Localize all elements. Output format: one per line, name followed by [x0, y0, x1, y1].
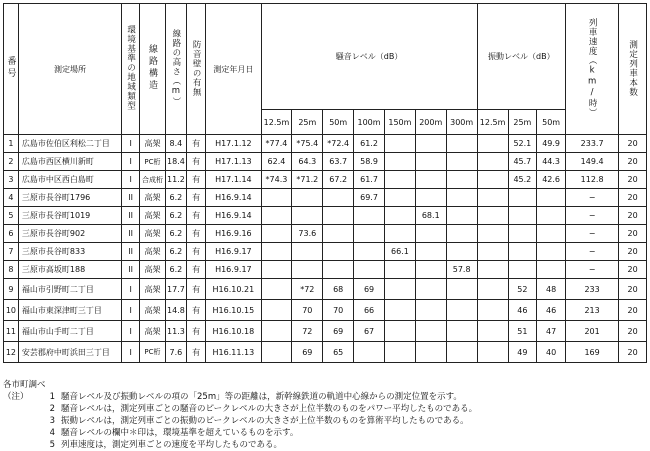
noise-value-cell [354, 225, 385, 243]
vibration-value-cell [508, 243, 537, 261]
count-cell: 20 [619, 342, 647, 363]
noise-value-cell: *77.4 [261, 135, 292, 153]
env-type-cell: II [122, 261, 140, 279]
vibration-value-cell [537, 261, 566, 279]
vibration-value-cell: 51 [508, 321, 537, 342]
header-vibration-level: 振動レベル（dB） [477, 4, 565, 110]
row-number: 8 [4, 261, 19, 279]
vibration-value-cell: 46 [537, 300, 566, 321]
noise-value-cell: 61.2 [354, 135, 385, 153]
noise-value-cell: 70 [323, 300, 354, 321]
noise-value-cell [261, 321, 292, 342]
count-cell: 20 [619, 153, 647, 171]
noise-value-cell: 68 [323, 279, 354, 300]
vibration-value-cell [477, 300, 508, 321]
count-cell: 20 [619, 300, 647, 321]
location-cell: 三原市長谷町1796 [18, 189, 121, 207]
barrier-cell: 有 [187, 189, 206, 207]
speed-cell: − [566, 207, 619, 225]
noise-value-cell [446, 279, 477, 300]
note-text: 振動レベルは，測定列車ごとの振動のピークレベルの大きさが上位半数のものを算術平均したものである。 [61, 416, 469, 426]
height-cell: 6.2 [165, 243, 186, 261]
note-text: 列車速度は，測定列車ごとの速度を平均したものである。 [61, 440, 283, 450]
noise-value-cell [384, 153, 415, 171]
vibration-value-cell [537, 243, 566, 261]
noise-value-cell [446, 321, 477, 342]
vibration-distance-header: 12.5m [477, 110, 508, 135]
noise-value-cell: 72 [292, 321, 323, 342]
header-train-speed: 列車速度（km/時） [566, 4, 619, 135]
header-barrier: 防音壁の有無 [187, 4, 206, 135]
noise-value-cell [446, 135, 477, 153]
noise-value-cell [415, 171, 446, 189]
noise-value-cell [384, 135, 415, 153]
vibration-value-cell [537, 225, 566, 243]
structure-cell: 高架 [140, 321, 166, 342]
barrier-cell: 有 [187, 171, 206, 189]
header-track-height: 線路の高さ（m） [165, 4, 186, 135]
location-cell: 広島市中区西白島町 [18, 171, 121, 189]
structure-cell: 高架 [140, 207, 166, 225]
structure-cell: 高架 [140, 225, 166, 243]
count-cell: 20 [619, 321, 647, 342]
structure-cell: PC桁 [140, 153, 166, 171]
speed-cell: 233.7 [566, 135, 619, 153]
row-number: 9 [4, 279, 19, 300]
noise-value-cell [292, 243, 323, 261]
noise-value-cell: 64.3 [292, 153, 323, 171]
noise-value-cell [354, 207, 385, 225]
vibration-value-cell: 47 [537, 321, 566, 342]
noise-value-cell [261, 342, 292, 363]
noise-value-cell [446, 342, 477, 363]
noise-value-cell [446, 243, 477, 261]
vibration-value-cell: 44.3 [537, 153, 566, 171]
noise-value-cell [261, 189, 292, 207]
speed-cell: 213 [566, 300, 619, 321]
noise-value-cell [415, 153, 446, 171]
noise-value-cell: *72.4 [323, 135, 354, 153]
noise-value-cell [384, 342, 415, 363]
note-text: 騒音レベルの欄中＊印は，環境基準を超えているものを示す。 [61, 428, 299, 438]
speed-cell: 233 [566, 279, 619, 300]
noise-value-cell [415, 135, 446, 153]
noise-value-cell [323, 261, 354, 279]
vibration-value-cell: 52 [508, 279, 537, 300]
barrier-cell: 有 [187, 300, 206, 321]
noise-value-cell: 65 [323, 342, 354, 363]
row-number: 7 [4, 243, 19, 261]
noise-value-cell [323, 225, 354, 243]
note-item [3, 439, 647, 451]
table-row [4, 243, 647, 261]
header-date: 測定年月日 [206, 4, 261, 135]
noise-value-cell: 73.6 [292, 225, 323, 243]
location-cell: 三原市長谷町1019 [18, 207, 121, 225]
vibration-value-cell [508, 189, 537, 207]
noise-value-cell: *72 [292, 279, 323, 300]
noise-value-cell [384, 171, 415, 189]
row-number: 1 [4, 135, 19, 153]
note-label [3, 415, 33, 427]
height-cell: 17.7 [165, 279, 186, 300]
date-cell: H16.10.15 [206, 300, 261, 321]
vibration-value-cell [477, 135, 508, 153]
header-noise-level: 騒音レベル（dB） [261, 4, 477, 110]
vibration-value-cell [477, 342, 508, 363]
barrier-cell: 有 [187, 279, 206, 300]
table-row [4, 189, 647, 207]
noise-value-cell: *71.2 [292, 171, 323, 189]
note-label: （注） [3, 392, 29, 402]
vibration-value-cell [477, 321, 508, 342]
height-cell: 7.6 [165, 342, 186, 363]
table-row [4, 135, 647, 153]
env-type-cell: I [122, 279, 140, 300]
row-number: 4 [4, 189, 19, 207]
source-note: 各市町調べ [3, 380, 46, 390]
noise-value-cell [446, 300, 477, 321]
table-row [4, 225, 647, 243]
env-type-cell: I [122, 135, 140, 153]
noise-value-cell [323, 207, 354, 225]
count-cell: 20 [619, 243, 647, 261]
date-cell: H16.10.18 [206, 321, 261, 342]
env-type-cell: I [122, 342, 140, 363]
noise-distance-header: 12.5m [261, 110, 292, 135]
noise-value-cell [384, 321, 415, 342]
noise-value-cell [261, 243, 292, 261]
notes-section [3, 379, 647, 451]
header-structure: 線路構造 [140, 4, 166, 135]
vibration-value-cell [537, 207, 566, 225]
noise-value-cell [292, 207, 323, 225]
vibration-value-cell: 48 [537, 279, 566, 300]
structure-cell: 高架 [140, 135, 166, 153]
row-number: 11 [4, 321, 19, 342]
date-cell: H16.9.16 [206, 225, 261, 243]
env-type-cell: I [122, 171, 140, 189]
count-cell: 20 [619, 225, 647, 243]
structure-cell: 高架 [140, 279, 166, 300]
speed-cell: 149.4 [566, 153, 619, 171]
header-train-count: 測定列車本数 [619, 4, 647, 135]
noise-value-cell [415, 243, 446, 261]
env-type-cell: II [122, 189, 140, 207]
vibration-value-cell: 45.2 [508, 171, 537, 189]
structure-cell: 高架 [140, 300, 166, 321]
height-cell: 6.2 [165, 225, 186, 243]
note-item [3, 427, 647, 439]
height-cell: 6.2 [165, 207, 186, 225]
noise-value-cell [354, 342, 385, 363]
noise-value-cell [261, 225, 292, 243]
vibration-value-cell [477, 225, 508, 243]
date-cell: H16.9.17 [206, 261, 261, 279]
noise-distance-header: 150m [384, 110, 415, 135]
date-cell: H17.1.14 [206, 171, 261, 189]
barrier-cell: 有 [187, 321, 206, 342]
date-cell: H17.1.13 [206, 153, 261, 171]
count-cell: 20 [619, 189, 647, 207]
note-number: 2 [49, 404, 55, 414]
noise-value-cell: 69 [354, 279, 385, 300]
vibration-value-cell: 40 [537, 342, 566, 363]
table-row [4, 153, 647, 171]
speed-cell: − [566, 243, 619, 261]
table-row [4, 207, 647, 225]
count-cell: 20 [619, 261, 647, 279]
location-cell: 福山市引野町二丁目 [18, 279, 121, 300]
location-cell: 三原市長谷町833 [18, 243, 121, 261]
shinkansen-noise-table [3, 3, 647, 363]
noise-value-cell: 66 [354, 300, 385, 321]
barrier-cell: 有 [187, 135, 206, 153]
vibration-value-cell [477, 261, 508, 279]
vibration-value-cell: 49 [508, 342, 537, 363]
row-number: 2 [4, 153, 19, 171]
note-label [3, 403, 33, 415]
row-number: 5 [4, 207, 19, 225]
barrier-cell: 有 [187, 225, 206, 243]
noise-value-cell [354, 261, 385, 279]
noise-value-cell [415, 261, 446, 279]
noise-distance-header: 50m [323, 110, 354, 135]
noise-value-cell [446, 207, 477, 225]
env-type-cell: II [122, 207, 140, 225]
noise-value-cell [415, 225, 446, 243]
note-number: 3 [49, 416, 55, 426]
note-item [3, 391, 647, 403]
vibration-value-cell [477, 189, 508, 207]
vibration-value-cell [477, 153, 508, 171]
noise-value-cell [261, 207, 292, 225]
vibration-distance-header: 50m [537, 110, 566, 135]
vibration-value-cell [477, 243, 508, 261]
vibration-value-cell: 49.9 [537, 135, 566, 153]
noise-value-cell: *75.4 [292, 135, 323, 153]
barrier-cell: 有 [187, 261, 206, 279]
noise-value-cell [384, 189, 415, 207]
noise-value-cell: 63.7 [323, 153, 354, 171]
noise-value-cell: 67 [354, 321, 385, 342]
row-number: 6 [4, 225, 19, 243]
height-cell: 14.8 [165, 300, 186, 321]
noise-value-cell [415, 279, 446, 300]
noise-value-cell: 69.7 [354, 189, 385, 207]
barrier-cell: 有 [187, 342, 206, 363]
note-text: 騒音レベルは，測定列車ごとの騒音のピークレベルの大きさが上位半数のものをパワー平均したものである。 [61, 404, 478, 414]
env-type-cell: II [122, 243, 140, 261]
vibration-value-cell [508, 225, 537, 243]
noise-value-cell [415, 189, 446, 207]
noise-distance-header: 25m [292, 110, 323, 135]
table-row [4, 321, 647, 342]
height-cell: 11.2 [165, 171, 186, 189]
env-type-cell: I [122, 321, 140, 342]
noise-value-cell [354, 243, 385, 261]
count-cell: 20 [619, 171, 647, 189]
noise-value-cell [261, 261, 292, 279]
noise-value-cell [261, 300, 292, 321]
vibration-value-cell [508, 261, 537, 279]
table-row [4, 171, 647, 189]
note-number: 4 [49, 428, 55, 438]
row-number: 10 [4, 300, 19, 321]
noise-value-cell [292, 189, 323, 207]
date-cell: H16.10.21 [206, 279, 261, 300]
noise-value-cell [384, 279, 415, 300]
noise-value-cell [384, 300, 415, 321]
height-cell: 8.4 [165, 135, 186, 153]
noise-value-cell [446, 171, 477, 189]
speed-cell: − [566, 261, 619, 279]
row-number: 3 [4, 171, 19, 189]
table-row [4, 261, 647, 279]
noise-value-cell [446, 225, 477, 243]
noise-value-cell: 69 [292, 342, 323, 363]
location-cell: 福山市東深津町三丁目 [18, 300, 121, 321]
location-cell: 広島市西区横川新町 [18, 153, 121, 171]
noise-value-cell: 68.1 [415, 207, 446, 225]
noise-value-cell [446, 153, 477, 171]
noise-value-cell [384, 207, 415, 225]
date-cell: H16.9.14 [206, 189, 261, 207]
noise-value-cell: 58.9 [354, 153, 385, 171]
structure-cell: 高架 [140, 243, 166, 261]
speed-cell: − [566, 189, 619, 207]
vibration-value-cell [477, 207, 508, 225]
date-cell: H17.1.12 [206, 135, 261, 153]
location-cell: 三原市長谷町902 [18, 225, 121, 243]
env-type-cell: I [122, 153, 140, 171]
speed-cell: 112.8 [566, 171, 619, 189]
noise-value-cell [446, 189, 477, 207]
vibration-value-cell: 45.7 [508, 153, 537, 171]
table-row [4, 300, 647, 321]
barrier-cell: 有 [187, 243, 206, 261]
speed-cell: − [566, 225, 619, 243]
speed-cell: 201 [566, 321, 619, 342]
structure-cell: PC桁 [140, 342, 166, 363]
speed-cell: 169 [566, 342, 619, 363]
barrier-cell: 有 [187, 207, 206, 225]
height-cell: 6.2 [165, 189, 186, 207]
noise-value-cell [415, 300, 446, 321]
noise-value-cell: 70 [292, 300, 323, 321]
vibration-value-cell: 42.6 [537, 171, 566, 189]
location-cell: 安芸郡府中町浜田三丁目 [18, 342, 121, 363]
count-cell: 20 [619, 207, 647, 225]
noise-value-cell [415, 321, 446, 342]
header-number: 番号 [4, 4, 19, 135]
height-cell: 6.2 [165, 261, 186, 279]
note-item [3, 415, 647, 427]
vibration-distance-header: 25m [508, 110, 537, 135]
note-text: 騒音レベル及び振動レベルの項の「25m」等の距離は，新幹線鉄道の軌道中心線からの測定位置を示す。 [61, 392, 462, 402]
noise-distance-header: 300m [446, 110, 477, 135]
vibration-value-cell: 46 [508, 300, 537, 321]
row-number: 12 [4, 342, 19, 363]
env-type-cell: II [122, 225, 140, 243]
date-cell: H16.9.17 [206, 243, 261, 261]
structure-cell: 合成桁 [140, 171, 166, 189]
location-cell: 広島市佐伯区利松二丁目 [18, 135, 121, 153]
structure-cell: 高架 [140, 189, 166, 207]
noise-value-cell [261, 279, 292, 300]
noise-value-cell [384, 261, 415, 279]
noise-value-cell: *74.3 [261, 171, 292, 189]
note-label [3, 439, 33, 451]
noise-value-cell [292, 261, 323, 279]
location-cell: 三原市高坂町188 [18, 261, 121, 279]
noise-value-cell: 69 [323, 321, 354, 342]
noise-value-cell: 66.1 [384, 243, 415, 261]
header-location: 測定場所 [18, 4, 121, 135]
table-row [4, 279, 647, 300]
noise-value-cell [415, 342, 446, 363]
noise-distance-header: 200m [415, 110, 446, 135]
vibration-value-cell: 52.1 [508, 135, 537, 153]
table-row [4, 342, 647, 363]
count-cell: 20 [619, 135, 647, 153]
header-env-standard: 環境基準の地域類型 [122, 4, 140, 135]
vibration-value-cell [477, 279, 508, 300]
vibration-value-cell [508, 207, 537, 225]
height-cell: 11.3 [165, 321, 186, 342]
env-type-cell: I [122, 300, 140, 321]
note-item [3, 403, 647, 415]
vibration-value-cell [477, 171, 508, 189]
noise-value-cell [384, 225, 415, 243]
height-cell: 18.4 [165, 153, 186, 171]
structure-cell: 高架 [140, 261, 166, 279]
vibration-value-cell [537, 189, 566, 207]
count-cell: 20 [619, 279, 647, 300]
noise-value-cell: 57.8 [446, 261, 477, 279]
date-cell: H16.9.14 [206, 207, 261, 225]
note-number: 5 [49, 440, 55, 450]
noise-value-cell: 61.7 [354, 171, 385, 189]
noise-value-cell [323, 243, 354, 261]
noise-value-cell: 62.4 [261, 153, 292, 171]
note-number: 1 [49, 392, 55, 402]
noise-value-cell [323, 189, 354, 207]
note-label [3, 427, 33, 439]
noise-value-cell: 67.2 [323, 171, 354, 189]
date-cell: H16.11.13 [206, 342, 261, 363]
barrier-cell: 有 [187, 153, 206, 171]
noise-distance-header: 100m [354, 110, 385, 135]
location-cell: 福山市山手町二丁目 [18, 321, 121, 342]
